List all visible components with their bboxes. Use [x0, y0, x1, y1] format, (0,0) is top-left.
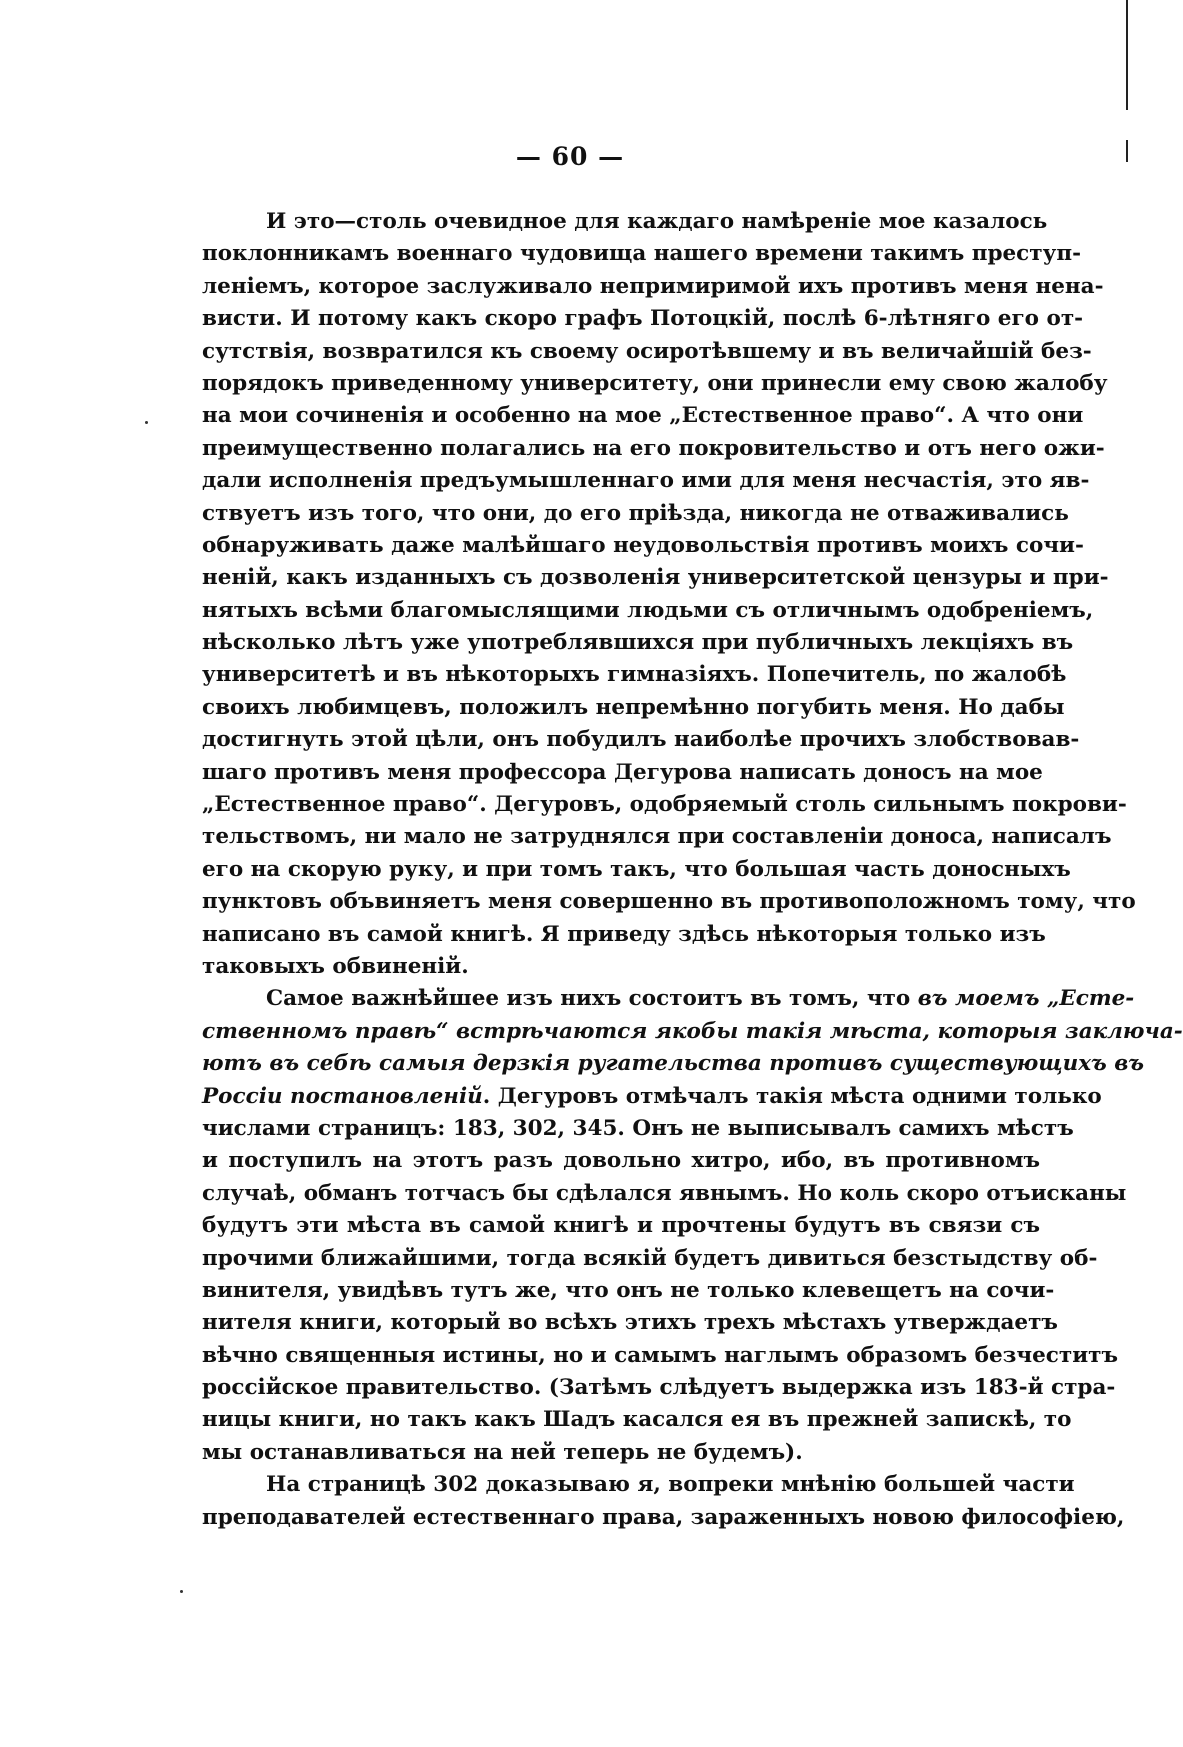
text-segment: университетѣ и въ нѣкоторыхъ гимназіяхъ. Попечитель, по жалобѣ	[202, 662, 1067, 688]
text-line	[202, 336, 1092, 368]
text-line	[202, 498, 1069, 530]
text-segment: ствуетъ изъ того, что они, до его пріѣзда, никогда не отваживались	[202, 500, 1069, 526]
page-edge-line	[1126, 0, 1128, 110]
text-segment: числами страницъ: 183, 302, 345. Онъ не выписывалъ самихъ мѣстъ	[202, 1115, 1074, 1141]
text-line	[202, 1016, 1183, 1048]
text-segment: написано въ самой книгѣ. Я приведу здѣсь нѣкоторыя только изъ	[202, 921, 1046, 947]
speck-mark	[180, 1590, 183, 1593]
text-segment: „Естественное право“. Дегуровъ, одобряемый столь сильнымъ покрови-	[202, 792, 1127, 818]
text-segment: неній, какъ изданныхъ съ дозволенія университетской цензуры и при-	[202, 565, 1109, 591]
text-line	[202, 1210, 1040, 1242]
page-number: — 60 —	[515, 142, 625, 171]
speck-mark	[145, 421, 148, 424]
italic-text-segment: въ моемъ „Есте-	[917, 986, 1135, 1012]
text-segment: на мои сочиненія и особенно на мое „Естественное право“. А что они	[202, 403, 1084, 429]
text-line	[202, 821, 1112, 853]
text-segment: россійское правительство. (Затѣмъ слѣдуетъ выдержка изъ 183-й стра-	[202, 1375, 1116, 1401]
text-segment: На страницѣ 302 доказываю я, вопреки мнѣнію большей части	[266, 1472, 1075, 1498]
text-segment: поклонникамъ военнаго чудовища нашего времени такимъ преступ-	[202, 241, 1082, 267]
text-line	[202, 951, 1040, 983]
text-line	[202, 530, 1084, 562]
text-line	[202, 562, 1109, 594]
text-line	[202, 1437, 1040, 1469]
text-line	[202, 1113, 1074, 1145]
text-line	[202, 206, 1048, 238]
text-segment: обнаруживать даже малѣйшаго неудовольствія противъ моихъ сочи-	[202, 532, 1084, 558]
text-line	[202, 659, 1067, 691]
text-segment: винителя, увидѣвъ тутъ же, что онъ не только клевещетъ на сочи-	[202, 1277, 1055, 1303]
text-segment: случаѣ, обманъ тотчасъ бы сдѣлался явнымъ. Но коль скоро отъисканы	[202, 1180, 1127, 1206]
text-line	[202, 595, 1094, 627]
text-line	[202, 919, 1046, 951]
text-line	[202, 238, 1082, 270]
text-segment: будутъ эти мѣста въ самой книгѣ и прочтены будутъ въ связи съ	[202, 1213, 1040, 1239]
text-line	[202, 465, 1090, 497]
text-segment: таковыхъ обвиненій.	[202, 953, 469, 979]
text-line	[202, 1404, 1072, 1436]
text-line	[202, 757, 1043, 789]
text-segment: . Дегуровъ отмѣчалъ такія мѣста одними только	[482, 1083, 1102, 1109]
italic-text-segment: ютъ въ себѣ самыя дерзкія ругательства противъ существующихъ въ	[202, 1051, 1144, 1077]
italic-text-segment: Россіи постановленій	[202, 1083, 483, 1109]
text-line	[202, 983, 1135, 1015]
text-line	[202, 1275, 1055, 1307]
text-line	[202, 303, 1084, 335]
text-line	[202, 1307, 1058, 1339]
text-line	[202, 1145, 1040, 1177]
text-line	[202, 1372, 1116, 1404]
text-segment: нителя книги, который во всѣхъ этихъ трехъ мѣстахъ утверждаетъ	[202, 1310, 1058, 1336]
body-text	[202, 206, 1183, 1534]
text-line	[202, 433, 1105, 465]
italic-text-segment: ственномъ правѣ“ встрѣчаются якобы такія мѣста, которыя заключа-	[202, 1018, 1183, 1044]
text-segment: шаго противъ меня профессора Дегурова написать доносъ на мое	[202, 759, 1043, 785]
text-segment: висти. И потому какъ скоро графъ Потоцкій, послѣ 6-лѣтняго его от-	[202, 306, 1084, 332]
text-segment: ницы книги, но такъ какъ Шадъ касался ея въ прежней запискѣ, то	[202, 1407, 1072, 1433]
text-line	[202, 1502, 1125, 1534]
text-line	[202, 1048, 1144, 1080]
text-line	[202, 271, 1104, 303]
text-segment: сутствія, возвратился къ своему осиротѣвшему и въ величайшій без-	[202, 338, 1092, 364]
text-line	[202, 724, 1080, 756]
text-line	[202, 789, 1127, 821]
text-segment: нятыхъ всѣми благомыслящими людьми съ отличнымъ одобреніемъ,	[202, 597, 1094, 623]
text-segment: его на скорую руку, и при томъ такъ, что большая часть доносныхъ	[202, 856, 1071, 882]
text-line	[202, 886, 1136, 918]
text-segment: дали исполненія предъумышленнаго ими для меня несчастія, это яв-	[202, 468, 1090, 494]
text-line	[202, 1340, 1118, 1372]
text-segment: вѣчно священныя истины, но и самымъ наглымъ образомъ безчеститъ	[202, 1342, 1118, 1368]
text-segment: прочими ближайшими, тогда всякій будетъ дивиться безстыдству об-	[202, 1245, 1098, 1271]
text-line	[202, 400, 1084, 432]
text-segment: преподавателей естественнаго права, зараженныхъ новою философіею,	[202, 1504, 1125, 1530]
text-line	[202, 854, 1071, 886]
text-segment: нѣсколько лѣтъ уже употреблявшихся при публичныхъ лекціяхъ въ	[202, 630, 1074, 656]
text-line	[202, 627, 1074, 659]
text-segment: порядокъ приведенному университету, они принесли ему свою жалобу	[202, 370, 1108, 396]
text-segment: И это—столь очевидное для каждаго намѣреніе мое казалось	[266, 209, 1048, 234]
text-segment: своихъ любимцевъ, положилъ непремѣнно погубить меня. Но дабы	[202, 694, 1065, 720]
text-segment: преимущественно полагались на его покровительство и отъ него ожи-	[202, 435, 1105, 461]
text-line	[202, 368, 1108, 400]
text-segment: мы останавливаться на ней теперь не будемъ).	[202, 1439, 803, 1465]
text-segment: достигнуть этой цѣли, онъ побудилъ наиболѣе прочихъ злобствовав-	[202, 727, 1080, 753]
text-line	[202, 692, 1065, 724]
text-line	[202, 1243, 1098, 1275]
text-segment: леніемъ, которое заслуживало непримиримой ихъ противъ меня нена-	[202, 273, 1104, 299]
text-line	[202, 1469, 1075, 1501]
text-line	[202, 1081, 1102, 1113]
text-segment: пунктовъ объвиняетъ меня совершенно въ противоположномъ тому, что	[202, 889, 1136, 915]
text-segment: Самое важнѣйшее изъ нихъ состоитъ въ томъ, что	[266, 986, 918, 1012]
text-segment: и поступилъ на этотъ разъ довольно хитро, ибо, въ противномъ	[202, 1148, 1040, 1174]
text-segment: тельствомъ, ни мало не затруднялся при составленіи доноса, написалъ	[202, 824, 1112, 850]
text-line	[202, 1178, 1127, 1210]
